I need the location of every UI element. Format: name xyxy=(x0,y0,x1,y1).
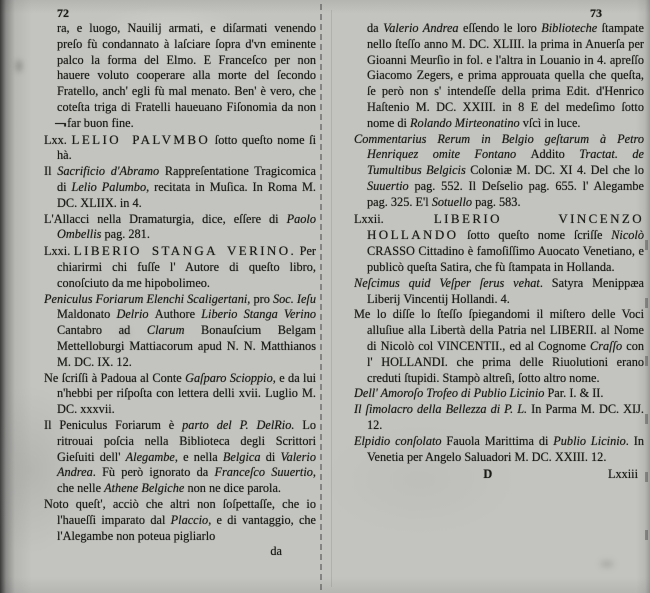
paragraph xyxy=(44,21,316,132)
text-run: Par. I. & II. xyxy=(547,386,604,401)
text-run: Biblioteche xyxy=(541,21,602,35)
paragraph xyxy=(354,211,644,276)
paragraph xyxy=(44,497,316,544)
text-run: Athene Belgiche xyxy=(104,481,188,496)
text-run: Peniculus Foriarum Elenchi Scaligertani xyxy=(44,291,248,306)
text-run: . Fù però ignorato da xyxy=(92,465,215,480)
text-run: Craſſo xyxy=(590,338,627,353)
paragraph xyxy=(354,307,644,386)
text-run: Neſcimus quid Veſper ſerus vehat xyxy=(354,275,540,290)
text-run: Sacrificio d'Abramo xyxy=(57,164,165,179)
paragraph xyxy=(354,434,644,466)
paragraph xyxy=(354,386,644,402)
text-run: Me lo diſſe lo ſteſſo ſpiegandomi il miſtero delle Voci alluſiue alla Libertà della Patria nel LIBERII. al Nome di Nicolò col VINCENTII., ed al Cognome xyxy=(354,307,644,353)
page-right xyxy=(354,6,644,589)
catchword: Lxxiii xyxy=(607,467,638,482)
signature-line xyxy=(354,467,644,483)
text-run: Liberio Stanga Verino xyxy=(201,307,316,322)
text-run: Nicolò xyxy=(611,228,644,243)
text-run: Delrio xyxy=(116,307,155,322)
text-run: Per chiarirmi chi fuſſe l' Autore di queſto libro, conoſciuto da me hipobolimeo. xyxy=(57,244,316,290)
entry-title: LELIO PALVMBO xyxy=(71,131,211,147)
text-run: L'Allacci nella Dramaturgia, dice, eſſere di xyxy=(44,211,287,226)
text-run: Paolo Ombellis xyxy=(57,211,316,242)
line-end-flourish: ¬ xyxy=(53,116,68,131)
text-run: Belgica xyxy=(222,449,266,464)
catchword-line xyxy=(44,544,316,560)
text-run: Maldonato xyxy=(57,307,117,322)
paragraph xyxy=(44,292,316,371)
text-run: Gaſparo Scioppio xyxy=(185,370,273,385)
text-run: Il ſimolacro della Bellezza di P. L. xyxy=(354,402,532,417)
text-run: Rolando Mirteonatino xyxy=(410,115,523,130)
text-run: Lxxii. xyxy=(354,211,434,226)
paragraph xyxy=(354,402,644,434)
text-run: Publio Licinio xyxy=(553,433,626,448)
text-run: , che nelle xyxy=(57,465,316,496)
text-run: ra, e luogo, Nauilij armati, e diſarmati venendo preſo fù condannato à laſciare ſopra d'vn eminente palco la forma del Elmo. E Franceſco per non hauere voluto cooperare alla morte del ſecondo Fratello, anch' egli fù mal menato. Ben' è vero, che coteſta triga di Fratelli haueuano Fiſonomia da non xyxy=(57,21,316,114)
text-run: eſſendo le loro xyxy=(463,21,542,35)
entry-title: LIBERIO STANGA VERINO. xyxy=(73,243,297,259)
text-run: pag. 583. xyxy=(475,194,521,209)
text-run: far buon fine. xyxy=(64,115,134,130)
text-run: Addito xyxy=(530,147,580,162)
text-run: Il xyxy=(44,164,58,179)
text-run: Valerio Andrea xyxy=(383,21,463,35)
scan-edge-marks xyxy=(645,240,648,570)
text-run: vſcì in luce. xyxy=(522,115,581,130)
text-run: CRASSO Cittadino è famoſiſſimo Auocato Venetiano, e publicò queſta Satira, che fù ſtampata in Hollanda. xyxy=(367,244,644,274)
text-run: parto del P. DelRio. xyxy=(182,417,295,432)
text-run: ſotto queſto nome ſi hà. xyxy=(57,132,316,163)
text-run: Noto queſt', acciò che altri non ſoſpettaſſe, che io l'haueſſi imparato dal xyxy=(44,496,316,527)
text-run: Lxx. xyxy=(44,132,72,147)
text-run: Fauola Marittima di xyxy=(446,433,554,448)
text-run: Commentarius Rerum in Belgio geſtarum à Petro Henriquez omite Fontano xyxy=(354,131,644,162)
text-run: , e di vantaggio, che l'Alegambe non poteua pigliarlo xyxy=(57,512,316,543)
text-run: Rappreſentatione Tragicomica di xyxy=(57,164,316,194)
text-run: Placcio xyxy=(170,512,209,527)
text-run: Ne ſcriſſi à Padoua al Conte xyxy=(44,370,186,385)
text-run: Sotuello xyxy=(431,194,476,209)
page-left-text-column xyxy=(44,21,316,560)
scan-artifact xyxy=(16,60,22,72)
text-run: Lxxi. xyxy=(44,244,74,259)
paragraph xyxy=(44,212,316,244)
text-run: da xyxy=(367,21,384,35)
text-run: Authore xyxy=(154,307,202,322)
text-run: Il Peniculus Foriarum è xyxy=(44,417,183,432)
text-run: con l' HOLLANDI. che prima delle Riuolutioni erano creduti ſtupidi. Stampò altreſì, ſotto altro nome. xyxy=(367,338,644,385)
text-run: In Parma M. DC. XIJ. 12. xyxy=(367,402,644,432)
text-run: di xyxy=(265,449,281,464)
paragraph xyxy=(44,164,316,211)
paragraph xyxy=(354,132,644,211)
text-run: Bonauſcium Belgam Mettelloburgi Mattiacorum apud N. N. Matthianos M. DC. IX. 12. xyxy=(57,323,316,369)
page-number-right: 73 xyxy=(590,6,602,20)
paragraph xyxy=(44,132,316,165)
text-run: , pro xyxy=(247,291,273,306)
text-run: Lelio Palumbo xyxy=(71,179,147,194)
text-run: ſotto queſto nome ſcriſſe xyxy=(458,228,612,243)
text-run: . In Venetia per Angelo Saluadori M. DC. XXIII. 12. xyxy=(367,433,644,464)
paragraph xyxy=(354,276,644,308)
page-divider-dashed-line xyxy=(320,4,322,590)
signature-mark: D xyxy=(483,467,493,482)
text-run: Suuertio xyxy=(367,178,415,193)
text-run: pag. 552. Il Deſselio pag. 655. l' Alegambe pag. 325. E'l xyxy=(367,178,644,209)
text-run: da xyxy=(270,544,282,559)
text-run: Cantabro ad xyxy=(57,323,147,338)
text-run: Tractat. de Tumultibus Belgicis xyxy=(367,147,644,178)
page-edge-line xyxy=(331,10,332,587)
paragraph xyxy=(354,21,644,132)
text-run: , e da lui n'hebbi per riſpoſta con lettera delli xvii. Luglio M. DC. xxxvii. xyxy=(57,370,316,417)
page-left xyxy=(44,6,316,589)
text-run: Clarum xyxy=(146,323,202,338)
paragraph xyxy=(44,371,316,418)
text-run: Alegambe xyxy=(125,449,175,464)
page-right-text-column xyxy=(354,21,644,483)
text-run: pag. 281. xyxy=(104,227,150,242)
text-run: Elpidio conſolato xyxy=(354,433,447,448)
text-run: , recitata in Muſica. In Roma M. DC. XLIIX. in 4. xyxy=(57,179,316,210)
text-run: Dell' Amoroſo Trofeo di Publio Licinio xyxy=(354,386,548,401)
text-run: ſtampate nello ſteſſo anno M. DC. XLIII. la prima in Anuerſa per Gioanni Meurſio in fol. e l'altra in Louanio in 4. apreſſo Giacomo Zegers, e prima approuata quella che queſta, ſe però non s' intendeſſe della prima Edit. d'Henrico Haſtenio M. DC. XXIII. in 8 E del medeſimo ſotto nome di xyxy=(367,21,644,130)
text-run: Coloniæ M. DC. XI 4. Del che lo xyxy=(470,163,644,178)
entry-title: LIBERIO VINCENZO HOLLANDO xyxy=(367,210,644,243)
text-run: Soc. Ieſu xyxy=(272,291,316,306)
text-run: Valerio Andrea xyxy=(57,449,316,480)
text-run: Franceſco Suuertio xyxy=(214,465,313,480)
text-run: Lo ritrouai poſcia nella Biblioteca degli Scrittori Gieſuiti dell' xyxy=(57,417,316,464)
text-run: , e nella xyxy=(174,449,223,464)
paragraph xyxy=(44,243,316,291)
text-run: . Satyra Menippæa Liberij Vincentij Hollandi. 4. xyxy=(367,275,644,306)
text-run: non ne dice parola. xyxy=(187,481,281,496)
page-number-left: 72 xyxy=(57,6,69,20)
paragraph xyxy=(44,418,316,497)
